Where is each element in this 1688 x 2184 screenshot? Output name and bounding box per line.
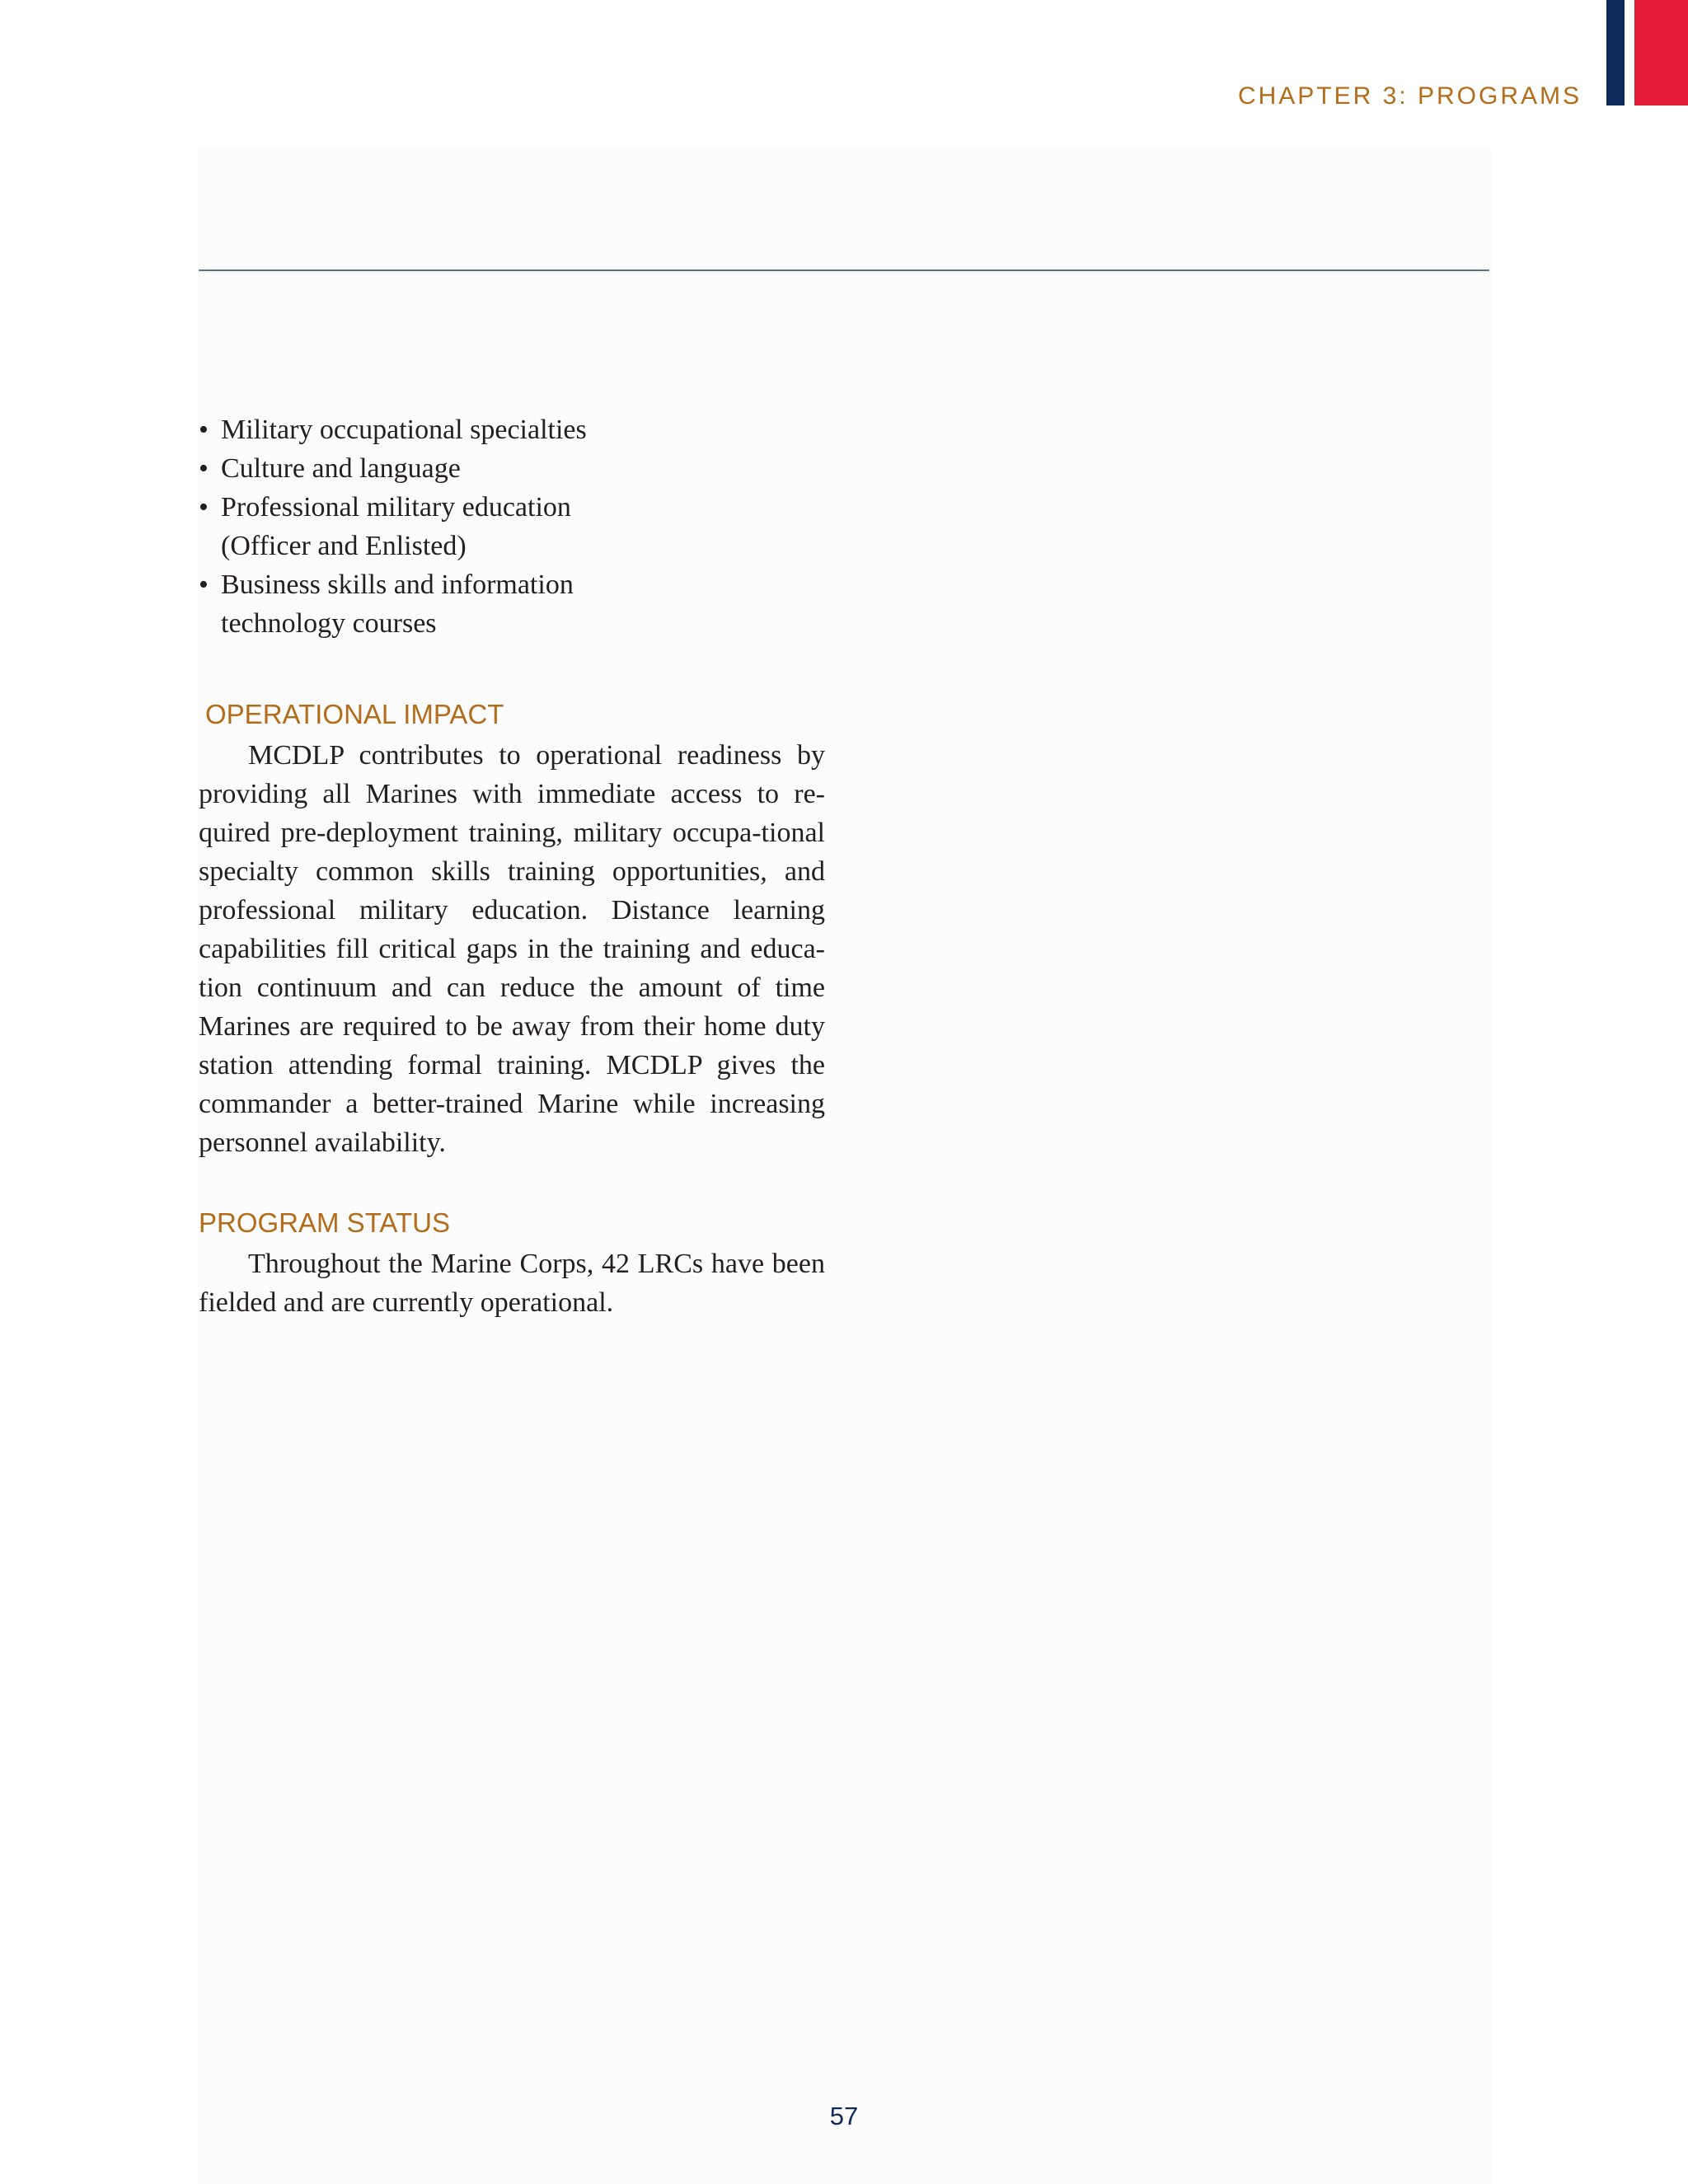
text-column xyxy=(199,410,825,1322)
list-item xyxy=(199,488,825,565)
bullet-icon: • xyxy=(199,492,209,523)
list-item-text: Professional military education xyxy=(221,492,571,523)
chapter-tab-navy-stripe xyxy=(1606,0,1625,105)
list-item xyxy=(199,565,825,643)
page-number: 57 xyxy=(829,2102,859,2130)
list-item-text: Military occupational specialties xyxy=(221,415,587,445)
operational-impact-paragraph xyxy=(199,736,825,1162)
bullet-icon: • xyxy=(199,415,209,445)
list-item-text-continued: (Officer and Enlisted) xyxy=(221,531,467,561)
program-status-paragraph xyxy=(199,1244,825,1322)
program-status-heading: PROGRAM STATUS xyxy=(199,1207,450,1238)
bullet-icon: • xyxy=(199,569,209,600)
list-item xyxy=(199,449,825,488)
course-list xyxy=(199,410,825,643)
operational-impact-heading: OPERATIONAL IMPACT xyxy=(205,699,504,729)
list-item-text-continued: technology courses xyxy=(221,608,437,639)
running-header: CHAPTER 3: PROGRAMS xyxy=(1237,82,1582,110)
program-status-text: Throughout the Marine Corps, 42 LRCs have been fielded and are currently operational. xyxy=(199,1249,825,1318)
list-item-text: Culture and language xyxy=(221,453,461,484)
list-item xyxy=(199,410,825,449)
header-divider xyxy=(199,269,1489,271)
chapter-tab-red-stripe xyxy=(1634,0,1688,105)
operational-impact-text: MCDLP contributes to operational readiness by providing all Marines with immediate access to re-quired pre-deployment training, military occupa-tional specialty common skills training opportunities, and professional military education. Distance learning capabilities fill critical gaps in the training and educa-tion continuum and can reduce the amount of time Marines are required to be away from their home duty station attending formal training. MCDLP gives the commander a better-trained Marine while increasing personnel availability. xyxy=(199,740,825,1158)
bullet-icon: • xyxy=(199,453,209,484)
list-item-text: Business skills and information xyxy=(221,569,574,600)
